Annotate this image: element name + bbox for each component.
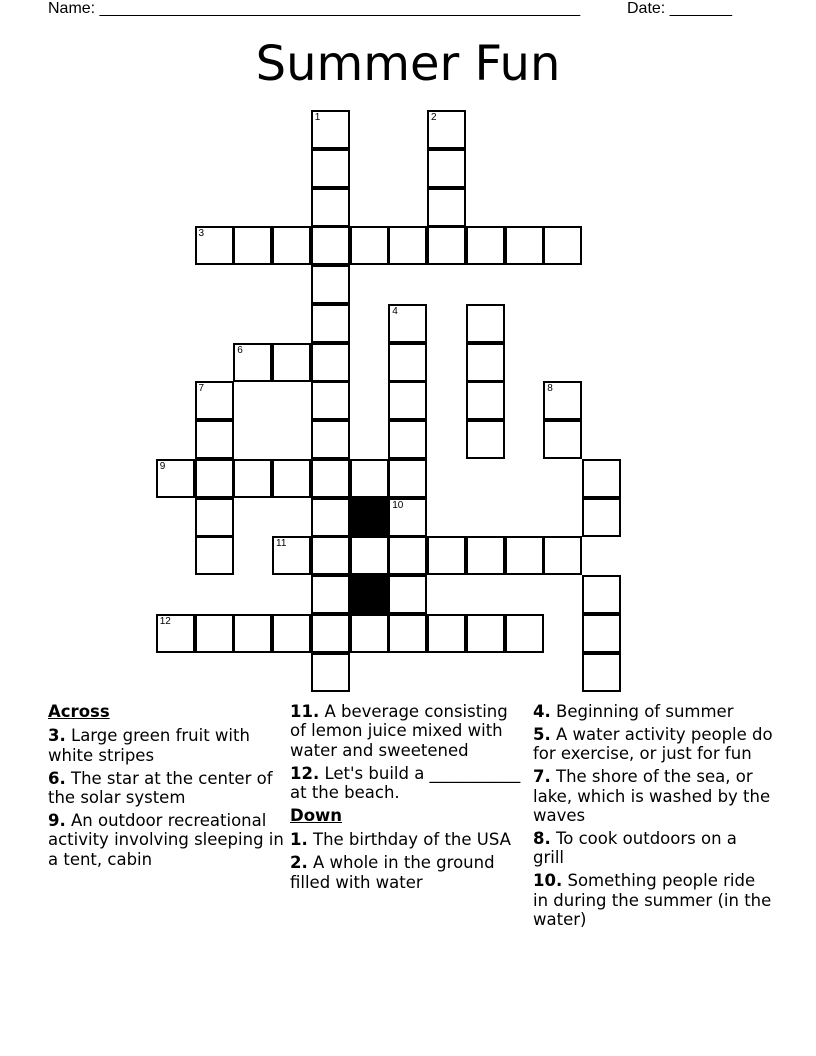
grid-cell[interactable] bbox=[582, 459, 621, 498]
grid-cell[interactable] bbox=[582, 498, 621, 537]
grid-cell[interactable] bbox=[272, 536, 311, 575]
grid-cell[interactable] bbox=[195, 498, 234, 537]
grid-cell[interactable] bbox=[427, 226, 466, 265]
grid-cell[interactable] bbox=[427, 188, 466, 227]
clue-text: A whole in the ground filled with water bbox=[290, 853, 495, 892]
grid-cell[interactable] bbox=[388, 420, 427, 459]
grid-cell[interactable] bbox=[311, 498, 350, 537]
clue-down-5 bbox=[533, 725, 773, 764]
grid-cell[interactable] bbox=[427, 614, 466, 653]
clue-column-1 bbox=[48, 702, 288, 873]
grid-cell[interactable] bbox=[466, 420, 505, 459]
grid-cell[interactable] bbox=[466, 381, 505, 420]
clue-number: 10. bbox=[533, 871, 563, 891]
grid-cell[interactable] bbox=[388, 343, 427, 382]
grid-cell[interactable] bbox=[311, 149, 350, 188]
clue-number: 11. bbox=[290, 702, 320, 721]
clue-number: 8. bbox=[533, 828, 551, 848]
clue-text: The birthday of the USA bbox=[313, 830, 511, 850]
clue-number: 2. bbox=[290, 853, 308, 873]
grid-cell[interactable] bbox=[233, 614, 272, 653]
grid-cell[interactable] bbox=[543, 420, 582, 459]
grid-cell[interactable] bbox=[388, 459, 427, 498]
grid-cell[interactable] bbox=[466, 536, 505, 575]
grid-cell[interactable] bbox=[388, 614, 427, 653]
clue-number: 7. bbox=[533, 767, 551, 787]
grid-cell[interactable] bbox=[311, 110, 350, 149]
grid-cell[interactable] bbox=[388, 381, 427, 420]
clue-down-10 bbox=[533, 871, 773, 929]
grid-cell[interactable] bbox=[195, 459, 234, 498]
grid-cell[interactable] bbox=[350, 226, 389, 265]
grid-cell[interactable] bbox=[582, 653, 621, 692]
cell-number: 9 bbox=[159, 460, 166, 472]
clue-text: Beginning of summer bbox=[556, 702, 734, 721]
cell-number: 4 bbox=[392, 305, 398, 317]
clue-text: An outdoor recreational activity involving sleeping in a tent, cabin bbox=[48, 811, 284, 869]
grid-cell[interactable] bbox=[311, 459, 350, 498]
cell-number: 3 bbox=[198, 228, 205, 240]
clue-number: 1. bbox=[290, 830, 308, 850]
black-cell bbox=[350, 498, 389, 537]
grid-cell[interactable] bbox=[505, 226, 544, 265]
grid-cell[interactable] bbox=[505, 536, 544, 575]
puzzle-title: Summer Fun bbox=[255, 36, 561, 92]
grid-cell[interactable] bbox=[505, 614, 544, 653]
clue-across-11 bbox=[290, 702, 526, 760]
grid-cell[interactable] bbox=[272, 614, 311, 653]
grid-cell[interactable] bbox=[156, 614, 195, 653]
grid-cell[interactable] bbox=[311, 265, 350, 304]
clue-number: 12. bbox=[290, 763, 320, 783]
cell-number: 11 bbox=[276, 538, 287, 550]
clue-across-3 bbox=[48, 726, 288, 765]
cell-number: 7 bbox=[198, 383, 205, 395]
clue-text: A beverage consisting of lemon juice mixed with water and sweetened bbox=[290, 702, 508, 760]
grid-cell[interactable] bbox=[427, 110, 466, 149]
clue-text: Something people ride in during the summer (in the water) bbox=[533, 871, 772, 930]
grid-cell[interactable] bbox=[272, 343, 311, 382]
grid-cell[interactable] bbox=[311, 381, 350, 420]
grid-cell[interactable] bbox=[195, 614, 234, 653]
grid-cell[interactable] bbox=[388, 536, 427, 575]
grid-cell[interactable] bbox=[543, 381, 582, 420]
cell-number: 1 bbox=[314, 112, 321, 123]
grid-cell[interactable] bbox=[427, 536, 466, 575]
clue-number: 9. bbox=[48, 811, 66, 831]
clue-number: 6. bbox=[48, 768, 66, 788]
cell-number: 2 bbox=[431, 112, 437, 123]
clue-across-12 bbox=[290, 764, 526, 803]
clue-down-4 bbox=[533, 702, 773, 721]
cell-number: 8 bbox=[547, 383, 553, 395]
grid-cell[interactable] bbox=[466, 226, 505, 265]
grid-cell[interactable] bbox=[543, 536, 582, 575]
grid-cell[interactable] bbox=[388, 575, 427, 614]
grid-cell[interactable] bbox=[311, 575, 350, 614]
grid-cell[interactable] bbox=[272, 459, 311, 498]
clue-down-7 bbox=[533, 767, 773, 825]
grid-cell[interactable] bbox=[466, 614, 505, 653]
down-heading: Down bbox=[290, 806, 343, 826]
grid-cell[interactable] bbox=[195, 536, 234, 575]
grid-cell[interactable] bbox=[233, 459, 272, 498]
grid-cell[interactable] bbox=[311, 536, 350, 575]
clue-text: Large green fruit with white stripes bbox=[48, 726, 250, 765]
clue-across-9 bbox=[48, 811, 288, 869]
grid-cell[interactable] bbox=[350, 614, 389, 653]
grid-cell[interactable] bbox=[466, 343, 505, 382]
cell-number: 6 bbox=[237, 344, 243, 356]
grid-cell[interactable] bbox=[195, 381, 234, 420]
grid-cell[interactable] bbox=[388, 226, 427, 265]
clue-down-2 bbox=[290, 853, 526, 892]
across-heading: Across bbox=[48, 702, 110, 721]
grid-cell[interactable] bbox=[195, 420, 234, 459]
grid-cell[interactable] bbox=[233, 226, 272, 265]
grid-cell[interactable] bbox=[311, 226, 350, 265]
grid-cell[interactable] bbox=[427, 149, 466, 188]
grid-cell[interactable] bbox=[311, 420, 350, 459]
date-field-label[interactable]: Date: _______ bbox=[627, 0, 732, 17]
grid-cell[interactable] bbox=[233, 343, 272, 382]
cell-number: 10 bbox=[392, 499, 404, 511]
grid-cell[interactable] bbox=[311, 653, 350, 692]
clue-number: 4. bbox=[533, 702, 551, 721]
clue-text: Let's build a ___________ at the beach. bbox=[290, 763, 521, 803]
clue-down-8 bbox=[533, 829, 773, 868]
black-cell bbox=[350, 575, 389, 614]
cell-number: 12 bbox=[159, 615, 171, 627]
grid-cell[interactable] bbox=[311, 304, 350, 343]
clue-column-3 bbox=[533, 702, 773, 933]
grid-cell[interactable] bbox=[311, 188, 350, 227]
name-field-label[interactable]: Name: ______________________________________________________ bbox=[48, 0, 581, 17]
grid-cell[interactable] bbox=[311, 614, 350, 653]
grid-cell[interactable] bbox=[582, 575, 621, 614]
grid-cell[interactable] bbox=[195, 226, 234, 265]
clue-across-6 bbox=[48, 769, 288, 808]
grid-cell[interactable] bbox=[350, 536, 389, 575]
clue-number: 5. bbox=[533, 724, 551, 744]
grid-cell[interactable] bbox=[388, 304, 427, 343]
clue-text: The shore of the sea, or lake, which is washed by the waves bbox=[533, 767, 771, 826]
grid-cell[interactable] bbox=[156, 459, 195, 498]
clue-column-2 bbox=[290, 702, 526, 896]
grid-cell[interactable] bbox=[582, 614, 621, 653]
clue-down-1 bbox=[290, 830, 526, 849]
grid-cell[interactable] bbox=[272, 226, 311, 265]
clue-text: To cook outdoors on a grill bbox=[533, 828, 737, 868]
grid-cell[interactable] bbox=[311, 343, 350, 382]
clue-text: A water activity people do for exercise, or just for fun bbox=[533, 724, 773, 764]
clue-text: The star at the center of the solar system bbox=[48, 768, 273, 808]
grid-cell[interactable] bbox=[388, 498, 427, 537]
grid-cell[interactable] bbox=[543, 226, 582, 265]
grid-cell[interactable] bbox=[350, 459, 389, 498]
clue-number: 3. bbox=[48, 726, 66, 746]
grid-cell[interactable] bbox=[466, 304, 505, 343]
